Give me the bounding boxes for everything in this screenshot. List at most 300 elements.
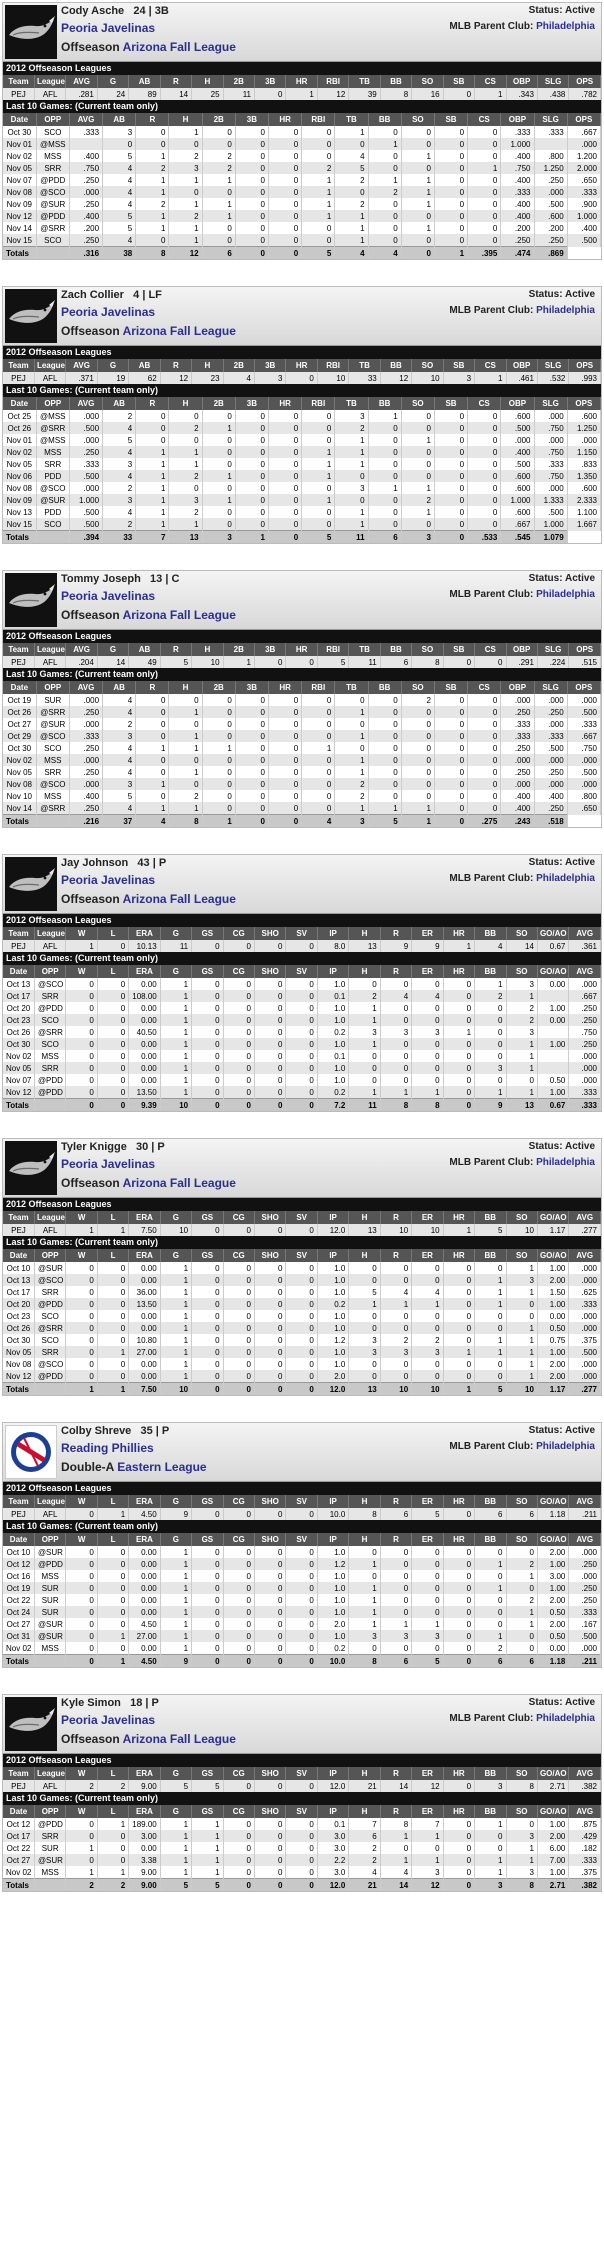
stat-cell: 0 (468, 482, 501, 494)
status-line (529, 573, 595, 584)
stat-cell: PEJ (3, 1780, 34, 1792)
stat-cell: .429 (569, 1830, 601, 1842)
stat-cell: 0 (380, 1546, 411, 1558)
player-name[interactable]: Cody Asche (61, 5, 125, 17)
team-link[interactable]: Peoria Javelinas (61, 1157, 156, 1171)
stat-cell: 0 (412, 1370, 443, 1383)
stat-cell: 0 (255, 1642, 286, 1655)
stat-cell: 11 (349, 1099, 380, 1112)
stat-cell: 0 (97, 1002, 128, 1014)
stat-cell: .250 (69, 802, 102, 815)
league-link[interactable]: Arizona Fall League (122, 608, 236, 622)
stat-cell: 0 (401, 126, 434, 138)
stat-cell: .400 (501, 198, 534, 210)
team-link[interactable]: Peoria Javelinas (61, 1713, 156, 1727)
player-header (3, 3, 601, 62)
team-logo (5, 857, 57, 911)
stat-cell: 0 (286, 990, 317, 1002)
stat-cell: 2 (66, 1879, 97, 1892)
stat-cell: .000 (534, 186, 567, 198)
game-row (3, 410, 601, 422)
stat-cell: 0 (255, 1508, 286, 1520)
stat-cell: 0 (443, 1274, 474, 1286)
stat-cell: .250 (501, 706, 534, 718)
stat-cell: 0 (302, 422, 335, 434)
stat-cell: .333 (501, 730, 534, 742)
stat-cell: 0 (235, 470, 268, 482)
stat-cell: 0 (223, 1274, 254, 1286)
stat-cell: 9 (160, 1508, 191, 1520)
stat-cell: 5 (103, 434, 136, 446)
league-level: Offseason (61, 608, 120, 622)
parent-club-link[interactable]: Philadelphia (536, 873, 595, 884)
stat-cell: 10.0 (317, 1655, 348, 1668)
stat-cell: 3 (506, 1274, 537, 1286)
stat-cell: 1 (169, 198, 202, 210)
stat-cell: 0 (434, 422, 467, 434)
column-header: ERA (129, 1249, 160, 1262)
column-header: TB (349, 643, 380, 656)
stat-cell: 6 (475, 1655, 506, 1668)
stat-cell: 1.0 (317, 1582, 348, 1594)
column-header: SB (443, 643, 474, 656)
game-row (3, 766, 601, 778)
column-header: HR (443, 965, 474, 978)
last10-section-title: Last 10 Games: (Current team only) (3, 952, 601, 965)
league-level: Offseason (61, 324, 120, 338)
parent-club-link[interactable]: Philadelphia (536, 21, 595, 32)
stat-cell: 6 (380, 656, 411, 668)
stat-cell: .333 (567, 718, 600, 730)
stat-cell: Oct 26 (3, 1322, 34, 1334)
league-link[interactable]: Eastern League (117, 1460, 207, 1474)
stat-cell: 0 (66, 990, 97, 1002)
player-name[interactable]: Tyler Knigge (61, 1141, 127, 1153)
stat-cell: 0 (192, 1002, 223, 1014)
stat-cell: 0 (97, 1286, 128, 1298)
stat-cell: 1 (202, 198, 235, 210)
stat-cell: 21 (349, 1879, 380, 1892)
stat-cell: 2.00 (537, 1618, 568, 1630)
stat-cell: 0 (136, 694, 169, 706)
stat-cell: 0 (286, 1818, 317, 1830)
stat-cell: 3 (169, 162, 202, 174)
stat-cell: 0 (269, 694, 302, 706)
stat-cell: 6 (475, 1508, 506, 1520)
stat-cell: 1 (136, 150, 169, 162)
stat-cell: 0 (269, 766, 302, 778)
stat-cell: PEJ (3, 940, 34, 952)
stat-cell: 0 (475, 1570, 506, 1582)
player-name[interactable]: Colby Shreve (61, 1425, 132, 1437)
league-link[interactable]: Arizona Fall League (122, 40, 236, 54)
column-header: BB (368, 113, 401, 126)
stat-cell: 0 (269, 790, 302, 802)
stat-cell: 0 (269, 446, 302, 458)
stat-cell: 0 (443, 1074, 474, 1086)
stat-cell (537, 1026, 568, 1038)
parent-club-link[interactable]: Philadelphia (536, 305, 595, 316)
stat-cell: 0 (235, 222, 268, 234)
stat-cell: 0 (412, 1002, 443, 1014)
column-header: SO (506, 1533, 537, 1546)
column-header: L (97, 1249, 128, 1262)
stat-cell: 0 (223, 1582, 254, 1594)
stat-cell: SRR (34, 1062, 65, 1074)
stat-cell: 0 (269, 174, 302, 186)
game-row (3, 1062, 601, 1074)
parent-club-link[interactable]: Philadelphia (536, 1157, 595, 1168)
stat-cell: @PDD (34, 1818, 65, 1830)
column-header: CG (223, 927, 254, 940)
games-header-row (3, 1805, 601, 1818)
stat-cell: .000 (569, 1310, 601, 1322)
stat-cell: 0 (192, 1038, 223, 1050)
stat-cell: 1 (380, 1086, 411, 1099)
stat-cell: 1.250 (567, 422, 600, 434)
parent-club-line (449, 305, 595, 316)
stat-cell: 0 (286, 1286, 317, 1298)
stat-cell: 12 (160, 372, 191, 384)
season-header-row (3, 359, 601, 372)
stat-cell: .533 (468, 531, 501, 544)
stat-cell: 1 (169, 766, 202, 778)
status-label: Status: (528, 857, 563, 868)
stat-cell: 0.00 (129, 1370, 160, 1383)
stat-cell: 0 (223, 1310, 254, 1322)
stat-cell: MSS (34, 1050, 65, 1062)
stat-cell: 1.00 (537, 1262, 568, 1274)
stat-cell: Oct 29 (3, 730, 36, 742)
stat-cell: 1 (401, 802, 434, 815)
column-header: AB (103, 397, 136, 410)
parent-club-link[interactable]: Philadelphia (536, 1441, 595, 1452)
stat-cell: 0 (468, 802, 501, 815)
column-header: BB (475, 1533, 506, 1546)
column-header: GS (192, 1533, 223, 1546)
stat-cell: 0 (286, 1594, 317, 1606)
stat-cell: 1.079 (534, 531, 567, 544)
stat-cell: 0 (192, 1310, 223, 1322)
league-link[interactable]: Arizona Fall League (122, 892, 236, 906)
stat-cell: .250 (501, 766, 534, 778)
stat-cell: 1 (136, 506, 169, 518)
stat-cell: 5 (103, 790, 136, 802)
stat-cell: 0 (349, 1050, 380, 1062)
stat-cell: 0 (443, 1358, 474, 1370)
stat-cell: .400 (501, 790, 534, 802)
column-header: 3B (235, 397, 268, 410)
stat-cell: @SUR (34, 1618, 65, 1630)
stat-cell: 1 (66, 1383, 97, 1396)
team-link[interactable]: Peoria Javelinas (61, 873, 156, 887)
stat-cell: 0 (192, 1582, 223, 1594)
season-stats-row (3, 1780, 601, 1792)
stat-cell: 1 (302, 186, 335, 198)
stat-cell: .250 (534, 802, 567, 815)
stat-cell: 3 (412, 1866, 443, 1879)
stat-cell: 1 (160, 1086, 191, 1099)
stat-cell: 4 (475, 940, 506, 952)
stat-cell: 1 (136, 802, 169, 815)
parent-club-link[interactable]: Philadelphia (536, 589, 595, 600)
player-name-line (61, 1425, 169, 1437)
stat-cell: 25 (192, 88, 223, 100)
team-link[interactable]: Reading Phillies (61, 1441, 154, 1455)
stat-cell: 1 (136, 458, 169, 470)
stat-cell: 1 (169, 730, 202, 742)
stat-cell: 0 (97, 1038, 128, 1050)
stat-cell: 10.0 (317, 1508, 348, 1520)
player-name[interactable]: Zach Collier (61, 289, 124, 301)
stat-cell: .750 (501, 162, 534, 174)
stat-cell: 0 (255, 1866, 286, 1879)
stat-cell: 0 (255, 1002, 286, 1014)
stat-cell: 0 (192, 1558, 223, 1570)
stat-cell: 3 (475, 1062, 506, 1074)
stat-cell: 0 (368, 198, 401, 210)
game-row (3, 790, 601, 802)
stat-cell: 0 (475, 1038, 506, 1050)
stat-cell: 1.0 (317, 978, 348, 990)
stat-cell: 0 (475, 1026, 506, 1038)
league-link[interactable]: Arizona Fall League (122, 1732, 236, 1746)
stat-cell: 0 (269, 234, 302, 247)
stat-cell: 0 (286, 1655, 317, 1668)
stat-cell: PEJ (3, 656, 34, 668)
stat-cell: 0 (255, 1655, 286, 1668)
stat-cell: .250 (501, 742, 534, 754)
stat-cell: .200 (534, 222, 567, 234)
stat-cell: 0 (223, 1780, 254, 1792)
column-header: ER (412, 1805, 443, 1818)
stat-cell: 0 (380, 1262, 411, 1274)
stat-cell: 0.00 (129, 1038, 160, 1050)
stat-cell: 0 (235, 458, 268, 470)
league-link[interactable]: Arizona Fall League (122, 324, 236, 338)
team-logo (5, 5, 57, 59)
stat-cell: Nov 09 (3, 198, 36, 210)
stat-cell: 0 (66, 1370, 97, 1383)
stat-cell: 0 (302, 506, 335, 518)
stat-cell: 0 (302, 434, 335, 446)
column-header: ERA (129, 1211, 160, 1224)
stat-cell: 1.17 (537, 1383, 568, 1396)
stat-cell: 0 (169, 482, 202, 494)
stat-cell: 0 (468, 506, 501, 518)
stat-cell (69, 138, 102, 150)
stat-cell: 1 (160, 1050, 191, 1062)
stat-cell: 1.000 (69, 494, 102, 506)
stat-cell: 0 (235, 422, 268, 434)
team-link[interactable]: Peoria Javelinas (61, 21, 156, 35)
game-row (3, 518, 601, 531)
stat-cell: @SCO (34, 978, 65, 990)
stat-cell: 0 (443, 1570, 474, 1582)
stat-cell: 8 (380, 1099, 411, 1112)
column-header: H (349, 1495, 380, 1508)
column-header: BB (475, 1211, 506, 1224)
stat-cell: 0 (66, 1099, 97, 1112)
parent-club-line (449, 1157, 595, 1168)
stat-cell: .375 (569, 1334, 601, 1346)
stat-cell: 1.00 (537, 1346, 568, 1358)
stat-cell: 0 (434, 790, 467, 802)
column-header: SV (286, 1767, 317, 1780)
player-name-line (61, 857, 166, 869)
column-header: CS (468, 681, 501, 694)
stat-cell: 1.000 (534, 518, 567, 531)
stat-cell: 19 (97, 372, 128, 384)
stat-cell: 5 (103, 150, 136, 162)
stat-cell: 0 (468, 198, 501, 210)
column-header: OPS (567, 681, 600, 694)
league-link[interactable]: Arizona Fall League (122, 1176, 236, 1190)
game-row (3, 210, 601, 222)
stat-cell: @PDD (34, 1074, 65, 1086)
stat-cell: 0 (286, 1370, 317, 1383)
stat-cell: 0.00 (129, 1002, 160, 1014)
stat-cell: 1 (475, 1854, 506, 1866)
stat-cell: 0 (468, 174, 501, 186)
stat-cell: Oct 27 (3, 1618, 34, 1630)
stat-cell: .474 (501, 247, 534, 260)
stat-cell: 10.13 (129, 940, 160, 952)
stat-cell: 0 (335, 718, 368, 730)
stat-cell: 3 (349, 1630, 380, 1642)
stat-cell: .000 (534, 434, 567, 446)
stat-cell: .000 (569, 1546, 601, 1558)
stat-cell: SRR (36, 162, 69, 174)
stat-cell: AFL (34, 1780, 65, 1792)
game-row (3, 718, 601, 730)
stat-cell: 0 (349, 1570, 380, 1582)
stat-cell: 0 (302, 138, 335, 150)
stat-cell: 0.00 (129, 1274, 160, 1286)
stat-cell: 1 (302, 458, 335, 470)
stat-cell: 0.00 (537, 1014, 568, 1026)
stat-cell: .333 (534, 730, 567, 742)
game-row (3, 1642, 601, 1655)
column-header: SO (506, 927, 537, 940)
stat-cell: 0 (255, 1322, 286, 1334)
column-header: BB (475, 927, 506, 940)
stat-cell: 0.00 (129, 1262, 160, 1274)
stat-cell: 1 (66, 1866, 97, 1879)
column-header: W (66, 965, 97, 978)
stat-cell: 4 (380, 1866, 411, 1879)
stat-cell: 1 (160, 1002, 191, 1014)
status-value: Active (564, 5, 595, 16)
stat-cell: 0 (255, 1606, 286, 1618)
last10-games-table (3, 113, 601, 259)
game-row (3, 694, 601, 706)
game-row (3, 1546, 601, 1558)
column-header: TB (335, 681, 368, 694)
stat-cell: 0 (66, 1358, 97, 1370)
stat-cell: 0 (269, 778, 302, 790)
stat-cell: .600 (501, 506, 534, 518)
stat-cell: 0 (255, 1026, 286, 1038)
stat-cell: 0 (202, 694, 235, 706)
parent-club-line (449, 873, 595, 884)
stat-cell: 0 (286, 656, 317, 668)
stat-cell: 0 (169, 778, 202, 790)
parent-club-link[interactable]: Philadelphia (536, 1713, 595, 1724)
stat-cell: 0 (401, 730, 434, 742)
stat-cell: 1.00 (537, 1038, 568, 1050)
stat-cell: 0 (443, 1558, 474, 1570)
stat-cell: 7.50 (129, 1383, 160, 1396)
stat-cell: 0 (302, 790, 335, 802)
stat-cell: .395 (468, 247, 501, 260)
stat-cell: 1 (506, 1086, 537, 1099)
stat-cell: @SCO (36, 482, 69, 494)
stat-cell: 0 (235, 790, 268, 802)
team-link[interactable]: Peoria Javelinas (61, 305, 156, 319)
player-name[interactable]: Kyle Simon (61, 1697, 121, 1709)
stat-cell: 4.50 (129, 1618, 160, 1630)
column-header: R (380, 1495, 411, 1508)
column-header: CG (223, 1767, 254, 1780)
stat-cell: 0 (475, 656, 506, 668)
stat-cell: Oct 13 (3, 1274, 34, 1286)
stat-cell: 0.50 (537, 1606, 568, 1618)
totals-row (3, 1383, 601, 1396)
stat-cell: .000 (534, 718, 567, 730)
stat-cell: .000 (569, 978, 601, 990)
stat-cell: 2 (169, 150, 202, 162)
stat-cell: 0 (255, 1780, 286, 1792)
last10-section-title: Last 10 Games: (Current team only) (3, 1520, 601, 1533)
player-name[interactable]: Jay Johnson (61, 857, 129, 869)
stat-cell: 1.18 (537, 1508, 568, 1520)
stat-cell: 1 (335, 434, 368, 446)
stat-cell: 3 (103, 778, 136, 790)
stat-cell: 2 (475, 1642, 506, 1655)
stat-cell: 1 (160, 1286, 191, 1298)
stat-cell: 2 (66, 1780, 97, 1792)
stat-cell: 0 (235, 234, 268, 247)
stat-cell: 0 (443, 1002, 474, 1014)
stat-cell: 0 (269, 150, 302, 162)
game-row (3, 1866, 601, 1879)
stat-cell: 1 (160, 1606, 191, 1618)
stat-cell: 1 (475, 1818, 506, 1830)
stat-cell: .000 (569, 1262, 601, 1274)
stat-cell: 0 (192, 990, 223, 1002)
stat-cell: 0 (401, 518, 434, 531)
stat-cell: 0 (192, 1298, 223, 1310)
stat-cell: .400 (567, 222, 600, 234)
stat-cell: 2.000 (567, 162, 600, 174)
stat-cell: 0 (97, 1370, 128, 1383)
stat-cell: 0 (255, 1618, 286, 1630)
column-header: L (97, 927, 128, 940)
stat-cell: 1 (136, 482, 169, 494)
player-name-line (61, 1141, 165, 1153)
stat-cell: 0 (97, 1014, 128, 1026)
stat-cell: 0 (136, 138, 169, 150)
team-link[interactable]: Peoria Javelinas (61, 589, 156, 603)
stat-cell: 10 (412, 372, 443, 384)
stat-cell: 0 (235, 706, 268, 718)
player-name[interactable]: Tommy Joseph (61, 573, 141, 585)
stat-cell: .461 (506, 372, 537, 384)
stat-cell: 0 (255, 1050, 286, 1062)
stat-cell: 13 (506, 1099, 537, 1112)
column-header: SB (434, 681, 467, 694)
